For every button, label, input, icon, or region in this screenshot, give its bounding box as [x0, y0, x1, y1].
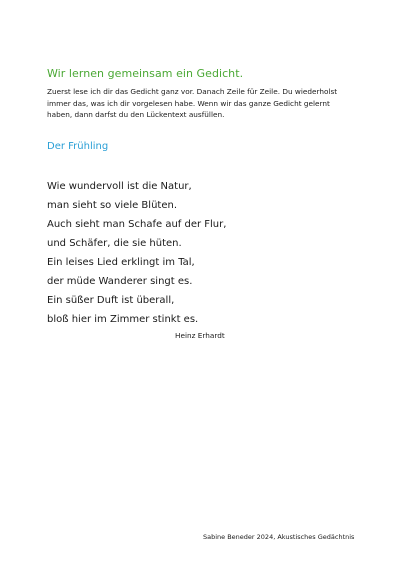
page-footer: Sabine Beneder 2024, Akustisches Gedächtnis [203, 533, 355, 541]
poem-line: der müde Wanderer singt es. [47, 276, 193, 287]
poem-line: und Schäfer, die sie hüten. [47, 238, 182, 249]
poem-line: Auch sieht man Schafe auf der Flur, [47, 219, 227, 230]
poem-title: Der Frühling [47, 141, 109, 152]
poem-line: bloß hier im Zimmer stinkt es. [47, 314, 199, 325]
poem-line: man sieht so viele Blüten. [47, 200, 177, 211]
instructions-text: Zuerst lese ich dir das Gedicht ganz vor. Danach Zeile für Zeile. Du wiederholst immer das, was ich dir vorgelesen habe. Wenn wir das ganze Gedicht gelernt haben, dann darfst du den Lückentext ausfüllen. [47, 87, 338, 119]
poem-line: Ein leises Lied erklingt im Tal, [47, 257, 195, 268]
poem-line: Ein süßer Duft ist überall, [47, 295, 175, 306]
poem-line: Wie wundervoll ist die Natur, [47, 181, 192, 192]
poem-author: Heinz Erhardt [175, 331, 225, 340]
poem-lines [47, 177, 226, 329]
worksheet-heading: Wir lernen gemeinsam ein Gedicht. [47, 67, 244, 80]
